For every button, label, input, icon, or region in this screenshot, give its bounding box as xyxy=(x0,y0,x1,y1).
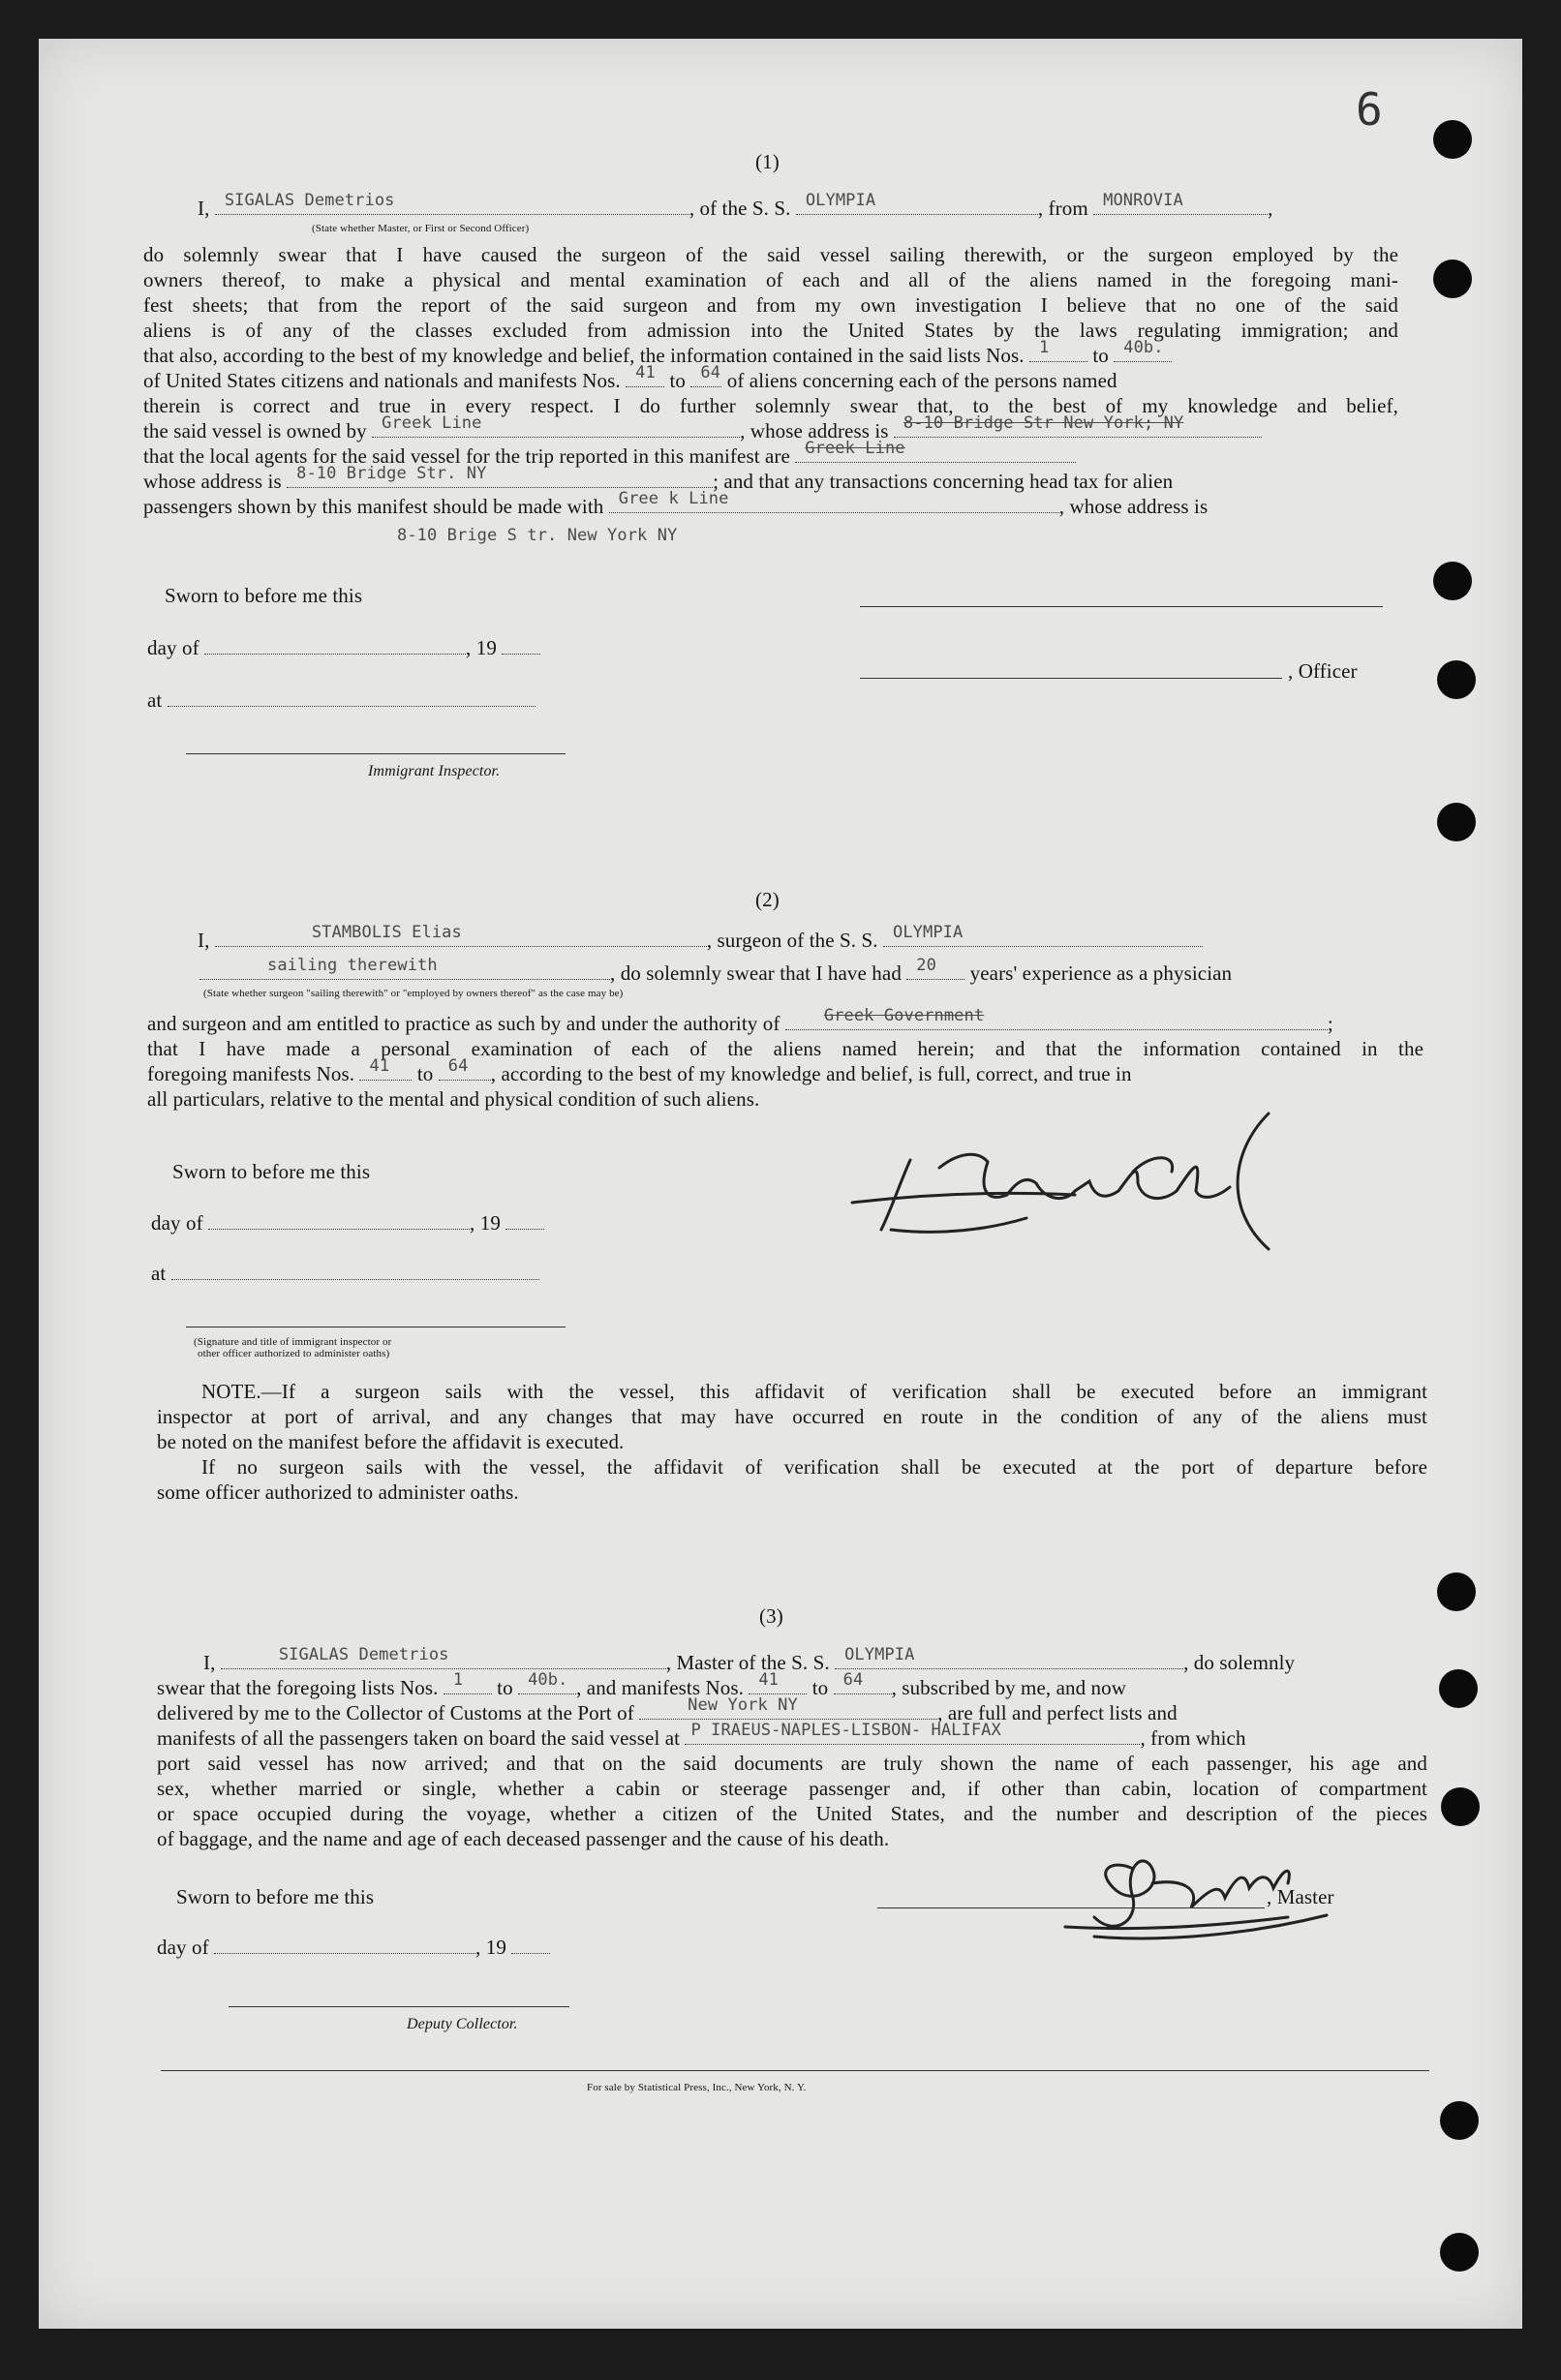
s1-from-label: , from xyxy=(1037,197,1088,220)
note-label: NOTE. xyxy=(201,1380,261,1403)
footer-text: For sale by Statistical Press, Inc., New York, N. Y. xyxy=(587,2082,807,2093)
s1-owner: Greek Line xyxy=(382,413,482,433)
s2-authority-field xyxy=(785,1006,1328,1030)
s1-officer-name: SIGALAS Demetrios xyxy=(224,191,395,210)
section-1-number: (1) xyxy=(755,150,780,173)
s2-m-from: 41 xyxy=(369,1056,390,1076)
punch-hole xyxy=(1439,1669,1478,1708)
s1-agents: Greek Line xyxy=(805,439,905,458)
s1-lists-to: 40b. xyxy=(1123,338,1164,357)
s2-at xyxy=(151,1261,539,1286)
s2-surgeon-line xyxy=(198,923,1203,953)
s3-solemnly: , do solemnly xyxy=(1183,1651,1296,1674)
s1-tax-address: 8-10 Brige S tr. New York NY xyxy=(397,526,678,545)
s2-day-of-label: day of xyxy=(151,1211,203,1235)
s2-at-label: at xyxy=(151,1262,167,1285)
s3-line2 xyxy=(157,1670,1127,1700)
s2-surgeon-name: STAMBOLIS Elias xyxy=(311,923,462,942)
s2-sailing-line xyxy=(199,956,1233,986)
s3-day-of-label: day of xyxy=(157,1936,209,1959)
s1-of-ss: , of the S. S. xyxy=(689,197,791,220)
s1-port-from: MONROVIA xyxy=(1103,191,1183,210)
s3-ship-field xyxy=(835,1645,1183,1669)
s3-route-field xyxy=(685,1721,1140,1745)
s1-line8-mid: , whose address is xyxy=(740,419,889,442)
s3-pre: I, xyxy=(203,1651,216,1674)
footer-rule xyxy=(161,2070,1429,2071)
s2-line4 xyxy=(147,1056,1132,1086)
s2-line5: all particulars, relative to the mental and physical condition of such aliens. xyxy=(147,1087,760,1111)
s1-line11-text: passengers shown by this manifest should be made with xyxy=(143,495,604,518)
s3-of-ss: , Master of the S. S. xyxy=(665,1651,830,1674)
s1-officer-label: , Officer xyxy=(1288,659,1358,683)
s3-l-from: 1 xyxy=(452,1670,464,1690)
s1-officer-caption: (State whether Master, or First or Second Officer) xyxy=(312,223,530,234)
s2-years-field xyxy=(906,956,964,980)
s3-route: P IRAEUS-NAPLES-LISBON- HALIFAX xyxy=(690,1721,1001,1740)
s1-day-of-label: day of xyxy=(147,636,199,659)
s3-l-to-field xyxy=(518,1670,576,1694)
s1-to-2: to xyxy=(669,369,687,392)
note-line1 xyxy=(201,1379,1427,1404)
s2-line4-tail: , according to the best of my knowledge and belief, is full, correct, and true in xyxy=(490,1062,1132,1085)
s3-year-field xyxy=(511,1936,550,1954)
corner-mark: 6 xyxy=(1356,83,1383,136)
s1-at-label: at xyxy=(147,688,163,712)
s2-year: , 19 xyxy=(470,1211,501,1235)
punch-hole xyxy=(1440,2101,1479,2140)
s2-pre: I, xyxy=(198,929,210,952)
s1-day-field xyxy=(204,636,466,655)
s3-m-to: 64 xyxy=(842,1670,864,1690)
s2-ship-field xyxy=(883,923,1203,947)
s3-line4 xyxy=(157,1721,1246,1751)
s2-line2-text: and surgeon and am entitled to practice as such by and under the authority of xyxy=(147,1012,780,1035)
s1-inspector-label: Immigrant Inspector. xyxy=(368,763,501,779)
s1-line6 xyxy=(143,363,1117,393)
s3-collector-label: Deputy Collector. xyxy=(407,2016,518,2032)
s3-master-name-field xyxy=(221,1645,666,1669)
s2-m-to: 64 xyxy=(447,1056,469,1076)
s2-day-field xyxy=(208,1211,470,1230)
s1-line5-text: that also, according to the best of my knowledge and belief, the information contained in the said lists Nos. xyxy=(143,344,1025,367)
s2-line2 xyxy=(147,1006,1333,1036)
s1-agent-address: 8-10 Bridge Str. NY xyxy=(296,464,487,483)
s1-year: , 19 xyxy=(466,636,497,659)
s2-at-field xyxy=(171,1262,539,1280)
s1-line11-tail: , whose address is xyxy=(1058,495,1209,518)
note-line2: inspector at port of arrival, and any changes that may have occurred en route in the condition of any of the aliens must xyxy=(157,1405,1427,1428)
s3-line3-text: delivered by me to the Collector of Customs at the Port of xyxy=(157,1701,634,1724)
s1-owner-field xyxy=(372,413,740,438)
s3-ship: OLYMPIA xyxy=(844,1645,915,1664)
s1-manifest-to-field xyxy=(690,363,721,387)
s1-manifest-to: 64 xyxy=(700,363,721,382)
s2-year-field xyxy=(505,1211,544,1230)
s2-m-to-field xyxy=(439,1056,491,1081)
s3-m-to-field xyxy=(834,1670,892,1694)
s3-line4-text: manifests of all the passengers taken on board the said vessel at xyxy=(157,1726,681,1750)
s3-master-line xyxy=(203,1645,1296,1675)
note-line3: be noted on the manifest before the affidavit is executed. xyxy=(157,1430,625,1453)
note-line5: some officer authorized to administer oaths. xyxy=(157,1480,519,1504)
s3-line7: or space occupied during the voyage, whether a citizen of the United States, and the number and description of the pieces xyxy=(157,1802,1427,1825)
punch-hole xyxy=(1440,2233,1479,2272)
s3-l-from-field xyxy=(444,1670,492,1694)
s3-line3-tail: , are full and perfect lists and xyxy=(937,1701,1178,1724)
s2-swear-a: , do solemnly swear that I have had xyxy=(610,961,902,985)
manifest-page xyxy=(39,39,1522,2329)
s1-line10-tail: ; and that any transactions concerning head tax for alien xyxy=(713,470,1174,493)
s1-line4: aliens is of any of the classes excluded from admission into the United States by the laws regulating immigration; and xyxy=(143,319,1398,342)
s2-day-of xyxy=(151,1210,544,1236)
s1-owner-address: 8-10 Bridge Str New York; NY xyxy=(903,413,1184,433)
s3-line2-tail: , subscribed by me, and now xyxy=(891,1676,1127,1699)
s1-line5 xyxy=(143,338,1172,368)
s3-sworn: Sworn to before me this xyxy=(176,1885,375,1908)
s1-year-field xyxy=(502,636,540,655)
punch-hole xyxy=(1437,660,1476,699)
s3-line2-text: swear that the foregoing lists Nos. xyxy=(157,1676,439,1699)
s3-line2-mid: , and manifests Nos. xyxy=(576,1676,744,1699)
s1-line7: therein is correct and true in every respect. I do further solemnly swear that, to the best of my knowledge and belief, xyxy=(143,394,1398,417)
s1-manifest-from: 41 xyxy=(635,363,656,382)
s1-line9-text: that the local agents for the said vessel for the trip reported in this manifest are xyxy=(143,444,790,468)
s3-line6: sex, whether married or single, whether a cabin or steerage passenger and, if other than cabin, location of compartment xyxy=(157,1777,1427,1800)
s1-officer-line-2 xyxy=(860,678,1282,679)
s1-pre: I, xyxy=(198,197,210,220)
s1-agents-field xyxy=(795,439,1076,463)
section-3-number: (3) xyxy=(759,1604,783,1628)
s1-officer-line xyxy=(198,191,1273,221)
s1-officer-signature-line xyxy=(860,606,1383,607)
s1-lists-to-field xyxy=(1114,338,1172,362)
s2-m-from-field xyxy=(359,1056,412,1081)
s1-ship: OLYMPIA xyxy=(805,191,876,210)
s2-swear-b: years' experience as a physician xyxy=(969,961,1233,985)
s1-tax-agent: Gree k Line xyxy=(618,489,729,508)
punch-hole xyxy=(1433,120,1472,159)
s1-line11 xyxy=(143,489,1209,519)
s3-l-to: 40b. xyxy=(528,1670,568,1690)
s3-to: to xyxy=(497,1676,513,1699)
s1-line3: fest sheets; that from the report of the said surgeon and from my own investigation I believe that no one of the said xyxy=(143,293,1398,317)
punch-hole xyxy=(1437,803,1476,841)
s1-inspector-line xyxy=(186,753,566,754)
s2-ship: OLYMPIA xyxy=(893,923,964,942)
s1-ship-field xyxy=(796,191,1038,215)
s1-line8 xyxy=(143,413,1262,443)
s2-to: to xyxy=(416,1062,434,1085)
s3-day-field xyxy=(214,1936,475,1954)
s3-year: , 19 xyxy=(475,1936,506,1959)
s1-line10-text: whose address is xyxy=(143,470,282,493)
s2-surgeon-name-field xyxy=(215,923,707,947)
s3-line3 xyxy=(157,1695,1178,1725)
s3-to-2: to xyxy=(811,1676,829,1699)
s1-line8-text: the said vessel is owned by xyxy=(143,419,367,442)
s1-to: to xyxy=(1092,344,1109,367)
s1-trail-comma: , xyxy=(1268,197,1273,220)
s3-collector-line xyxy=(229,2006,569,2007)
s1-lists-from: 1 xyxy=(1038,338,1050,357)
s2-semicolon: ; xyxy=(1327,1012,1333,1035)
s1-at xyxy=(147,687,536,713)
s1-manifest-from-field xyxy=(626,363,664,387)
s3-master-name: SIGALAS Demetrios xyxy=(278,1645,449,1664)
punch-hole xyxy=(1433,259,1472,298)
s2-sailing-field xyxy=(199,956,610,980)
s3-port: New York NY xyxy=(688,1695,798,1715)
s3-line5: port said vessel has now arrived; and that on the said documents are truly shown the name of each passenger, his age and xyxy=(157,1752,1427,1775)
section-2-number: (2) xyxy=(755,888,780,911)
note-p1-l1: —If a surgeon sails with the vessel, this affidavit of verification shall be executed before an immigrant xyxy=(260,1380,1427,1403)
s2-sworn: Sworn to before me this xyxy=(172,1160,371,1183)
s2-sig-caption-1: (Signature and title of immigrant inspector or xyxy=(194,1336,392,1348)
s1-line9 xyxy=(143,439,1076,469)
s3-m-from: 41 xyxy=(758,1670,780,1690)
s1-lists-from-field xyxy=(1029,338,1087,362)
s2-of-ss: , surgeon of the S. S. xyxy=(706,929,878,952)
s1-day-of xyxy=(147,635,540,660)
s1-line6-text: of United States citizens and nationals and manifests Nos. xyxy=(143,369,621,392)
s2-authority: Greek Government xyxy=(823,1006,985,1025)
punch-hole xyxy=(1441,1787,1480,1826)
s1-line2: owners thereof, to make a physical and mental examination of each and all of the aliens named in the foregoing mani- xyxy=(143,268,1398,291)
s1-port-from-field xyxy=(1093,191,1268,215)
punch-hole xyxy=(1433,562,1472,600)
s3-day-of xyxy=(157,1935,550,1960)
s1-sworn: Sworn to before me this xyxy=(165,584,363,607)
s3-master-signature-line xyxy=(877,1907,1265,1908)
s1-tax-agent-field xyxy=(609,489,1059,513)
s2-caption: (State whether surgeon "sailing therewith" or "employed by owners thereof" as the case may be) xyxy=(203,988,624,999)
s1-owner-address-field xyxy=(894,413,1262,438)
s2-years: 20 xyxy=(916,956,936,975)
s1-line1: do solemnly swear that I have caused the surgeon of the said vessel sailing therewith, or the surgeon employed by the xyxy=(143,243,1398,266)
s3-line4-tail: , from which xyxy=(1140,1726,1246,1750)
punch-hole xyxy=(1437,1572,1476,1611)
s1-officer-name-field xyxy=(215,191,689,215)
s1-at-field xyxy=(168,688,536,707)
s1-line6-tail: of aliens concerning each of the persons named xyxy=(726,369,1117,392)
s2-line3: that I have made a personal examination of each of the aliens named herein; and that the information contained in the xyxy=(147,1037,1423,1060)
s2-sig-caption-2: other officer authorized to administer oaths) xyxy=(198,1348,390,1359)
note-line4: If no surgeon sails with the vessel, the affidavit of verification shall be executed at the port of departure before xyxy=(201,1455,1427,1479)
s2-sailing: sailing therewith xyxy=(267,956,438,975)
s2-line4-text: foregoing manifests Nos. xyxy=(147,1062,355,1085)
s3-master-label: , Master xyxy=(1267,1885,1334,1908)
s3-line8: of baggage, and the name and age of each deceased passenger and the cause of his death. xyxy=(157,1827,890,1850)
surgeon-signature xyxy=(842,1094,1385,1259)
